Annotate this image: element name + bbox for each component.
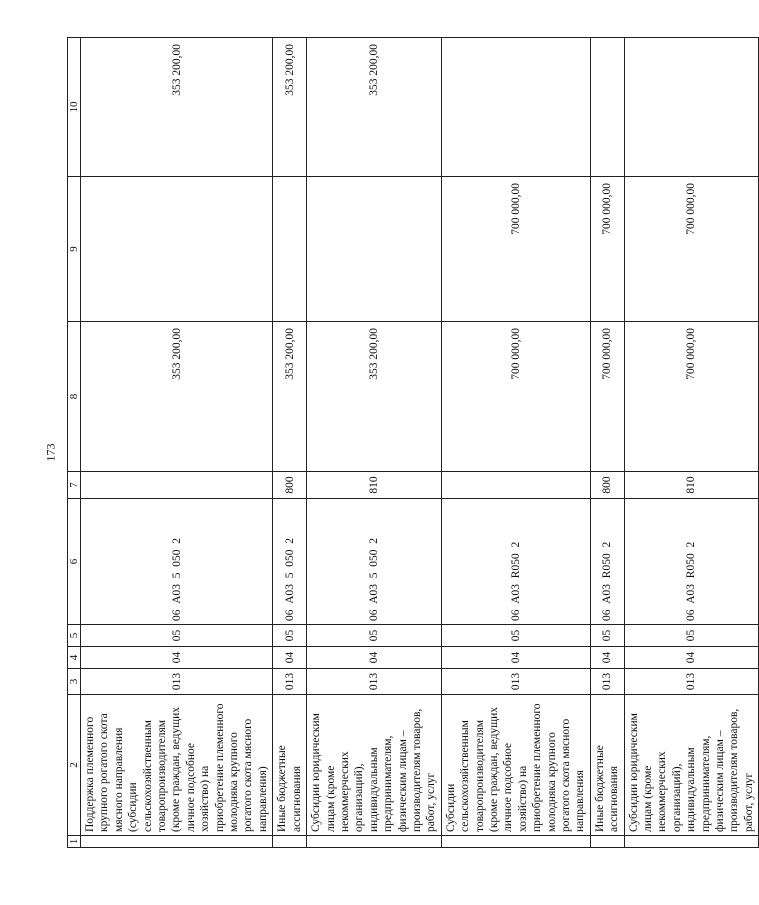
subsection-code: 05: [81, 625, 273, 647]
column-number: 2: [68, 695, 81, 836]
table-row: [307, 38, 442, 848]
target-article-code: 06 А03 R050 2: [590, 499, 624, 625]
section-code: 04: [441, 647, 590, 669]
table-row: [624, 38, 759, 848]
expense-type-code: 800: [273, 472, 307, 499]
sum-total: 700 000,00: [624, 322, 759, 472]
target-article-code: 06 А03 R050 2: [441, 499, 590, 625]
sum-column-9: [273, 177, 307, 322]
sum-column-9: 700 000,00: [590, 177, 624, 322]
sum-column-9: [81, 177, 273, 322]
section-code: 04: [624, 647, 759, 669]
sum-total: 353 200,00: [81, 322, 273, 472]
row-name: Субсидии сельскохозяйственным товаропроизводителям (кроме граждан, ведущих личное подсобное хозяйство) на приобретение племенного молодняка крупного рогатого скота мясного направления: [441, 695, 590, 836]
sum-column-9: [307, 177, 442, 322]
expense-type-code: [441, 472, 590, 499]
target-article-code: 06 А03 5 050 2: [307, 499, 442, 625]
page-number: 173: [43, 443, 58, 462]
table-row: [441, 38, 590, 848]
sum-column-10: 353 200,00: [273, 38, 307, 177]
table-row: [273, 38, 307, 848]
column-number: 5: [68, 625, 81, 647]
grbs-code: 013: [624, 669, 759, 695]
target-article-code: 06 А03 R050 2: [624, 499, 759, 625]
column-number: 7: [68, 472, 81, 499]
subsection-code: 05: [590, 625, 624, 647]
row-index-cell: [590, 836, 624, 848]
row-name: Субсидии юридическим лицам (кроме некоммерческих организаций), индивидуальным предпринимателям, физическим лицам – производителям товаров, работ, услуг: [307, 695, 442, 836]
section-code: 04: [590, 647, 624, 669]
subsection-code: 05: [624, 625, 759, 647]
section-code: 04: [307, 647, 442, 669]
sum-total: 353 200,00: [273, 322, 307, 472]
sum-column-9: 700 000,00: [441, 177, 590, 322]
target-article-code: 06 А03 5 050 2: [81, 499, 273, 625]
column-number: 1: [68, 836, 81, 848]
grbs-code: 013: [441, 669, 590, 695]
row-index-cell: [273, 836, 307, 848]
grbs-code: 013: [273, 669, 307, 695]
sum-column-10: 353 200,00: [307, 38, 442, 177]
sum-column-10: [624, 38, 759, 177]
column-number: 10: [68, 38, 81, 177]
row-index-cell: [441, 836, 590, 848]
column-number: 3: [68, 669, 81, 695]
sum-total: 353 200,00: [307, 322, 442, 472]
grbs-code: 013: [81, 669, 273, 695]
grbs-code: 013: [307, 669, 442, 695]
column-number: 8: [68, 322, 81, 472]
table-row: [81, 38, 273, 848]
budget-table-rotated: [67, 38, 755, 848]
expense-type-code: 810: [307, 472, 442, 499]
budget-table: [67, 37, 759, 848]
sum-column-10: 353 200,00: [81, 38, 273, 177]
subsection-code: 05: [441, 625, 590, 647]
sum-column-10: [441, 38, 590, 177]
sum-total: 700 000,00: [441, 322, 590, 472]
row-index-cell: [81, 836, 273, 848]
subsection-code: 05: [307, 625, 442, 647]
grbs-code: 013: [590, 669, 624, 695]
subsection-code: 05: [273, 625, 307, 647]
expense-type-code: [81, 472, 273, 499]
row-name: Поддержка племенного крупного рогатого скота мясного направления (субсидии сельскохозяйственным товаропроизводителям (кроме граждан, ведущих личное подсобное хозяйство) на приобретение племенного молодняка крупного рогатого скота мясного направления): [81, 695, 273, 836]
sum-column-9: 700 000,00: [624, 177, 759, 322]
expense-type-code: 800: [590, 472, 624, 499]
target-article-code: 06 А03 5 050 2: [273, 499, 307, 625]
sum-column-10: [590, 38, 624, 177]
row-name: Субсидии юридическим лицам (кроме некоммерческих организаций), индивидуальным предпринимателям, физическим лицам – производителям товаров, работ, услуг: [624, 695, 759, 836]
row-name: Иные бюджетные ассигнования: [273, 695, 307, 836]
row-name: Иные бюджетные ассигнования: [590, 695, 624, 836]
sum-total: 700 000,00: [590, 322, 624, 472]
column-number: 6: [68, 499, 81, 625]
column-number-row: [68, 38, 81, 848]
section-code: 04: [81, 647, 273, 669]
section-code: 04: [273, 647, 307, 669]
row-index-cell: [307, 836, 442, 848]
column-number: 4: [68, 647, 81, 669]
row-index-cell: [624, 836, 759, 848]
table-row: [590, 38, 624, 848]
column-number: 9: [68, 177, 81, 322]
expense-type-code: 810: [624, 472, 759, 499]
